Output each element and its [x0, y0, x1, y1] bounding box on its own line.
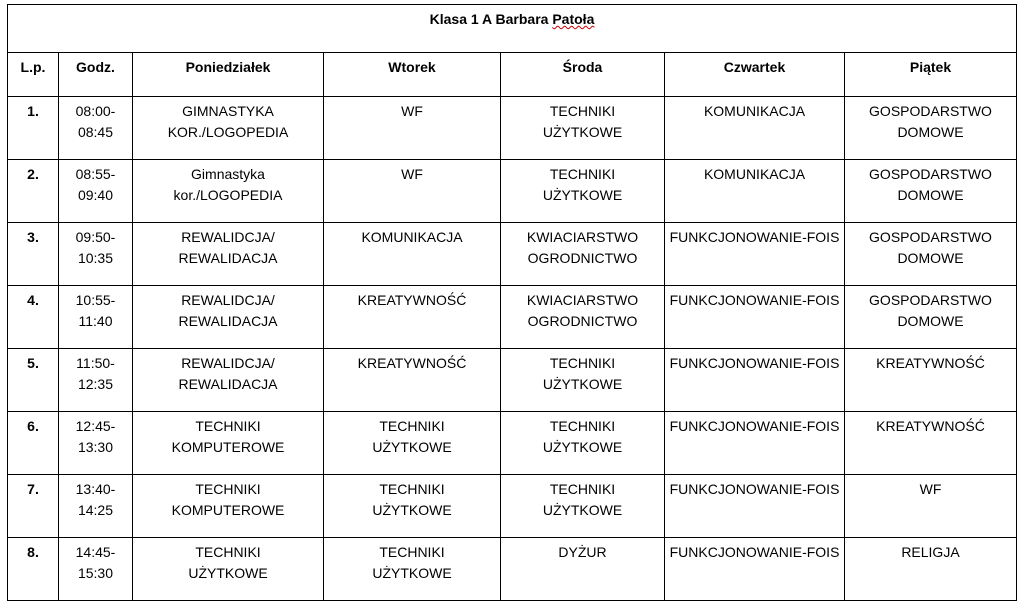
cell-line: DOMOWE — [897, 187, 964, 203]
cell-line: 09:50- — [75, 229, 116, 245]
cell-line: REWALIDCJA/ — [181, 229, 275, 245]
cell-line: 11:40 — [78, 313, 113, 329]
cell-thursday — [665, 223, 845, 286]
cell-line: 10:35 — [77, 250, 114, 266]
cell-lp: 5. — [8, 349, 59, 412]
cell-tuesday — [324, 412, 501, 475]
cell-line: 08:45 — [77, 124, 114, 140]
cell-tuesday — [324, 538, 501, 601]
cell-lp: 4. — [8, 286, 59, 349]
cell-line: UŻYTKOWE — [542, 376, 623, 392]
cell-line: 09:40 — [77, 187, 114, 203]
cell-tuesday — [324, 286, 501, 349]
cell-lp: 1. — [8, 97, 59, 160]
cell-line: 14:45- — [75, 544, 116, 560]
cell-time — [59, 97, 133, 160]
timetable — [7, 4, 1017, 601]
cell-line: DYŻUR — [558, 544, 607, 560]
table-row — [8, 475, 1017, 538]
cell-tuesday — [324, 223, 501, 286]
cell-line: 13:30 — [77, 439, 114, 455]
cell-line: REWALIDACJA — [178, 376, 278, 392]
cell-line: TECHNIKI — [549, 481, 616, 497]
cell-friday — [845, 538, 1017, 601]
cell-monday — [133, 349, 324, 412]
cell-line: FUNKCJONOWANIE-FOIS — [669, 229, 840, 245]
cell-monday — [133, 538, 324, 601]
cell-line: 15:30 — [77, 565, 114, 581]
cell-wednesday — [501, 97, 665, 160]
cell-line: TECHNIKI — [195, 481, 261, 497]
header-friday: Piątek — [845, 53, 1017, 97]
cell-monday — [133, 412, 324, 475]
cell-time — [59, 223, 133, 286]
header-row — [8, 53, 1017, 97]
cell-thursday — [665, 160, 845, 223]
header-thursday: Czwartek — [665, 53, 845, 97]
cell-friday — [845, 349, 1017, 412]
cell-line: UŻYTKOWE — [188, 565, 268, 581]
cell-friday — [845, 160, 1017, 223]
cell-line: UŻYTKOWE — [372, 439, 452, 455]
cell-line: TECHNIKI — [379, 418, 445, 434]
cell-line: TECHNIKI — [195, 418, 261, 434]
cell-lp: 3. — [8, 223, 59, 286]
cell-line: FUNKCJONOWANIE-FOIS — [669, 481, 840, 497]
cell-line: KOMUNIKACJA — [361, 229, 463, 245]
cell-line: GOSPODARSTWO — [869, 292, 992, 308]
cell-line: KOMUNIKACJA — [703, 166, 806, 182]
cell-line: OGRODNICTWO — [527, 250, 638, 266]
cell-line: UŻYTKOWE — [542, 124, 623, 140]
cell-friday — [845, 286, 1017, 349]
cell-monday — [133, 223, 324, 286]
cell-line: 11:50- — [76, 355, 115, 371]
cell-line: TECHNIKI — [549, 418, 616, 434]
cell-line: DOMOWE — [897, 250, 964, 266]
cell-line: KWIACIARSTWO — [526, 292, 639, 308]
title-prefix: Klasa 1 A Barbara — [429, 11, 549, 27]
cell-line: 08:55- — [75, 166, 116, 182]
cell-tuesday — [324, 160, 501, 223]
cell-line: 13:40- — [75, 481, 116, 497]
cell-line: KREATYWNOŚĆ — [876, 355, 985, 371]
cell-lp: 2. — [8, 160, 59, 223]
table-row — [8, 160, 1017, 223]
cell-line: GOSPODARSTWO — [869, 166, 992, 182]
cell-wednesday — [501, 223, 665, 286]
cell-line: FUNKCJONOWANIE-FOIS — [669, 544, 840, 560]
cell-line: TECHNIKI — [379, 481, 445, 497]
table-row — [8, 97, 1017, 160]
cell-line: KOR./LOGOPEDIA — [167, 124, 289, 140]
cell-line: FUNKCJONOWANIE-FOIS — [669, 355, 840, 371]
cell-line: TECHNIKI — [379, 544, 445, 560]
cell-wednesday — [501, 160, 665, 223]
cell-time — [59, 538, 133, 601]
cell-line: 14:25 — [77, 502, 114, 518]
header-tuesday: Wtorek — [324, 53, 501, 97]
header-monday: Poniedziałek — [133, 53, 324, 97]
cell-line: KREATYWNOŚĆ — [876, 418, 985, 434]
cell-line: UŻYTKOWE — [542, 502, 623, 518]
cell-line: KOMUNIKACJA — [703, 103, 806, 119]
timetable-body — [8, 97, 1017, 601]
title-surname: Patoła — [552, 11, 595, 27]
cell-line: REWALIDACJA — [178, 250, 278, 266]
cell-wednesday — [501, 412, 665, 475]
cell-tuesday — [324, 97, 501, 160]
cell-tuesday — [324, 475, 501, 538]
cell-time — [59, 286, 133, 349]
header-time: Godz. — [59, 53, 133, 97]
cell-thursday — [665, 349, 845, 412]
cell-thursday — [665, 475, 845, 538]
cell-line: REWALIDCJA/ — [181, 355, 275, 371]
cell-thursday — [665, 286, 845, 349]
table-row — [8, 412, 1017, 475]
cell-line: TECHNIKI — [549, 103, 616, 119]
cell-time — [59, 160, 133, 223]
cell-friday — [845, 475, 1017, 538]
cell-line: OGRODNICTWO — [527, 313, 638, 329]
title-row — [8, 5, 1017, 53]
cell-monday — [133, 475, 324, 538]
cell-time — [59, 349, 133, 412]
cell-friday — [845, 412, 1017, 475]
cell-lp: 7. — [8, 475, 59, 538]
table-row — [8, 223, 1017, 286]
cell-line: UŻYTKOWE — [542, 187, 623, 203]
cell-line: TECHNIKI — [195, 544, 261, 560]
header-lp: L.p. — [8, 53, 59, 97]
table-row — [8, 286, 1017, 349]
cell-line: KOMPUTEROWE — [171, 502, 285, 518]
cell-line: 12:35 — [77, 376, 114, 392]
cell-line: WF — [401, 103, 423, 119]
cell-line: WF — [401, 166, 423, 182]
cell-wednesday — [501, 286, 665, 349]
cell-line: DOMOWE — [897, 313, 964, 329]
cell-tuesday — [324, 349, 501, 412]
cell-line: RELIGJA — [901, 544, 960, 560]
cell-line: GOSPODARSTWO — [869, 103, 992, 119]
cell-lp: 8. — [8, 538, 59, 601]
cell-friday — [845, 223, 1017, 286]
cell-line: DOMOWE — [897, 124, 964, 140]
timetable-title — [8, 5, 1017, 53]
cell-line: UŻYTKOWE — [542, 439, 623, 455]
cell-line: KWIACIARSTWO — [526, 229, 639, 245]
cell-lp: 6. — [8, 412, 59, 475]
cell-time — [59, 475, 133, 538]
cell-monday — [133, 286, 324, 349]
cell-line: TECHNIKI — [549, 355, 616, 371]
cell-thursday — [665, 97, 845, 160]
cell-thursday — [665, 412, 845, 475]
cell-line: 08:00- — [75, 103, 116, 119]
table-row — [8, 538, 1017, 601]
cell-monday — [133, 97, 324, 160]
cell-line: FUNKCJONOWANIE-FOIS — [669, 292, 840, 308]
table-row — [8, 349, 1017, 412]
cell-wednesday — [501, 538, 665, 601]
cell-line: REWALIDACJA — [178, 313, 278, 329]
cell-line: KREATYWNOŚĆ — [357, 355, 467, 371]
cell-thursday — [665, 538, 845, 601]
cell-line: FUNKCJONOWANIE-FOIS — [669, 418, 840, 434]
cell-line: GOSPODARSTWO — [869, 229, 992, 245]
cell-line: 12:45- — [75, 418, 116, 434]
cell-wednesday — [501, 349, 665, 412]
cell-line: Gimnastyka — [191, 166, 265, 182]
cell-line: UŻYTKOWE — [372, 565, 452, 581]
cell-line: 10:55- — [75, 292, 116, 308]
cell-time — [59, 412, 133, 475]
cell-monday — [133, 160, 324, 223]
cell-line: TECHNIKI — [549, 166, 616, 182]
cell-line: KOMPUTEROWE — [171, 439, 285, 455]
cell-line: WF — [919, 481, 942, 497]
cell-line: UŻYTKOWE — [372, 502, 452, 518]
cell-line: KREATYWNOŚĆ — [357, 292, 467, 308]
cell-line: GIMNASTYKA — [182, 103, 274, 119]
header-wednesday: Środa — [501, 53, 665, 97]
cell-line: kor./LOGOPEDIA — [173, 187, 283, 203]
cell-wednesday — [501, 475, 665, 538]
cell-friday — [845, 97, 1017, 160]
cell-line: REWALIDCJA/ — [181, 292, 275, 308]
